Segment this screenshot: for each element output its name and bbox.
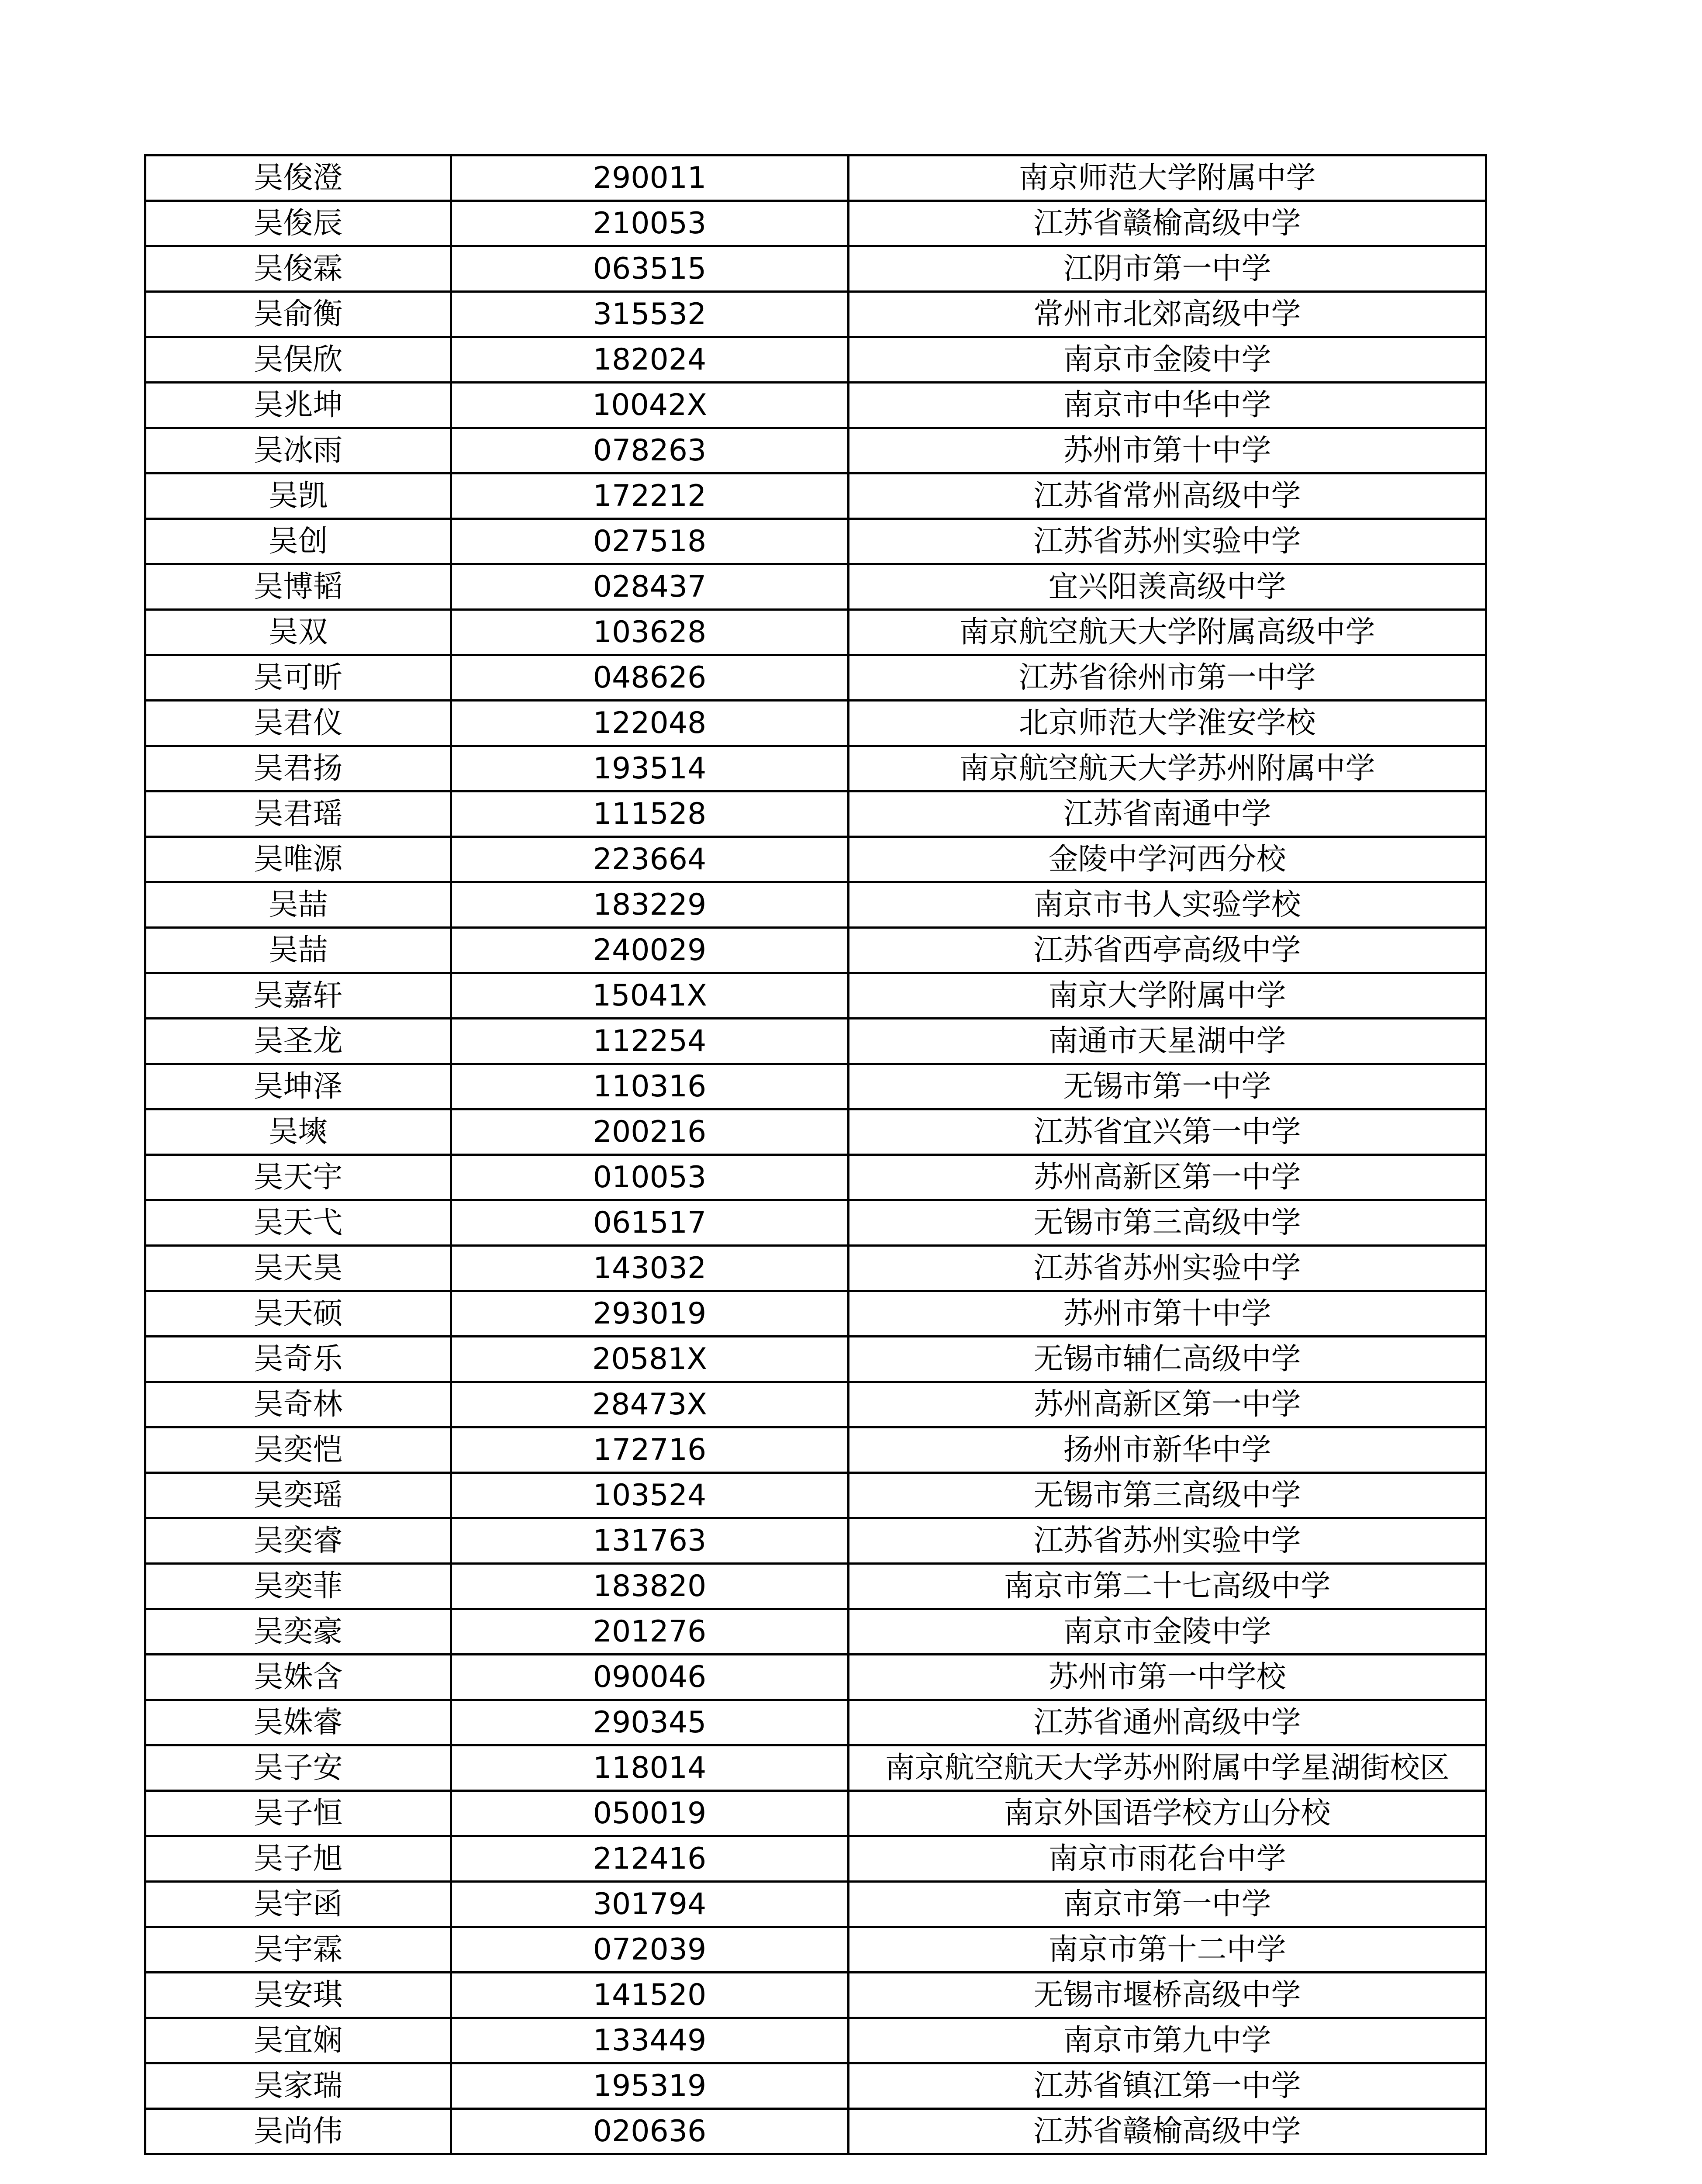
table-row <box>145 201 1486 246</box>
school-name-cell: 扬州市新华中学 <box>849 1427 1486 1473</box>
school-name-cell: 苏州市第十中学 <box>849 1291 1486 1337</box>
student-name-cell: 吴子旭 <box>145 1836 451 1882</box>
student-id-cell: 15041X <box>451 973 849 1019</box>
student-id-cell: 118014 <box>451 1745 849 1791</box>
student-id-cell: 28473X <box>451 1382 849 1427</box>
school-name-cell: 无锡市堰桥高级中学 <box>849 1973 1486 2018</box>
table-row <box>145 1200 1486 1246</box>
table-row <box>145 519 1486 564</box>
school-name-cell: 金陵中学河西分校 <box>849 837 1486 882</box>
school-name-cell: 南京大学附属中学 <box>849 973 1486 1019</box>
student-name-cell: 吴俊澄 <box>145 156 451 201</box>
student-id-cell: 210053 <box>451 201 849 246</box>
student-id-cell: 028437 <box>451 564 849 610</box>
student-id-cell: 112254 <box>451 1019 849 1064</box>
student-name-cell: 吴奕菲 <box>145 1564 451 1609</box>
table-row <box>145 2018 1486 2063</box>
student-name-cell: 吴凯 <box>145 473 451 519</box>
school-name-cell: 江苏省镇江第一中学 <box>849 2063 1486 2109</box>
school-name-cell: 南京航空航天大学苏州附属中学 <box>849 746 1486 791</box>
school-name-cell: 江苏省徐州市第一中学 <box>849 655 1486 701</box>
student-name-cell: 吴唯源 <box>145 837 451 882</box>
school-name-cell: 南京市雨花台中学 <box>849 1836 1486 1882</box>
school-name-cell: 南京外国语学校方山分校 <box>849 1791 1486 1836</box>
school-name-cell: 北京师范大学淮安学校 <box>849 701 1486 746</box>
table-row <box>145 383 1486 428</box>
school-name-cell: 江苏省苏州实验中学 <box>849 1518 1486 1564</box>
student-name-cell: 吴宜娴 <box>145 2018 451 2063</box>
student-id-cell: 293019 <box>451 1291 849 1337</box>
table-row <box>145 1609 1486 1655</box>
student-name-cell: 吴天弋 <box>145 1200 451 1246</box>
school-name-cell: 无锡市辅仁高级中学 <box>849 1337 1486 1382</box>
student-id-cell: 20581X <box>451 1337 849 1382</box>
school-name-cell: 南京市金陵中学 <box>849 1609 1486 1655</box>
student-name-cell: 吴奕瑶 <box>145 1473 451 1518</box>
table-row <box>145 1745 1486 1791</box>
school-name-cell: 南京市第十二中学 <box>849 1927 1486 1973</box>
school-name-cell: 苏州市第一中学校 <box>849 1655 1486 1700</box>
school-name-cell: 苏州高新区第一中学 <box>849 1155 1486 1200</box>
table-row <box>145 473 1486 519</box>
table-row <box>145 246 1486 292</box>
school-name-cell: 江苏省赣榆高级中学 <box>849 201 1486 246</box>
school-name-cell: 南京市第九中学 <box>849 2018 1486 2063</box>
school-name-cell: 南京航空航天大学附属高级中学 <box>849 610 1486 655</box>
student-name-cell: 吴姝睿 <box>145 1700 451 1745</box>
student-id-cell: 290345 <box>451 1700 849 1745</box>
table-row <box>145 2109 1486 2154</box>
table-row <box>145 428 1486 473</box>
student-id-cell: 182024 <box>451 337 849 383</box>
student-id-cell: 223664 <box>451 837 849 882</box>
student-name-cell: 吴俞衡 <box>145 292 451 337</box>
student-id-cell: 122048 <box>451 701 849 746</box>
student-name-cell: 吴奕豪 <box>145 1609 451 1655</box>
table-row <box>145 701 1486 746</box>
student-name-cell: 吴子恒 <box>145 1791 451 1836</box>
table-row <box>145 1791 1486 1836</box>
student-name-cell: 吴嘉轩 <box>145 973 451 1019</box>
student-id-cell: 048626 <box>451 655 849 701</box>
student-id-cell: 143032 <box>451 1246 849 1291</box>
student-name-cell: 吴君扬 <box>145 746 451 791</box>
student-name-cell: 吴奇林 <box>145 1382 451 1427</box>
student-id-cell: 195319 <box>451 2063 849 2109</box>
student-name-cell: 吴宇霖 <box>145 1927 451 1973</box>
student-name-cell: 吴兆坤 <box>145 383 451 428</box>
school-name-cell: 南京航空航天大学苏州附属中学星湖街校区 <box>849 1745 1486 1791</box>
table-row <box>145 1473 1486 1518</box>
table-row <box>145 1382 1486 1427</box>
student-name-cell: 吴姝含 <box>145 1655 451 1700</box>
school-name-cell: 南京市第一中学 <box>849 1882 1486 1927</box>
student-id-cell: 201276 <box>451 1609 849 1655</box>
student-id-cell: 103628 <box>451 610 849 655</box>
student-id-cell: 050019 <box>451 1791 849 1836</box>
student-id-cell: 172716 <box>451 1427 849 1473</box>
student-name-cell: 吴俊霖 <box>145 246 451 292</box>
roster-table <box>144 154 1487 2155</box>
table-row <box>145 1836 1486 1882</box>
student-name-cell: 吴博韬 <box>145 564 451 610</box>
table-row <box>145 1291 1486 1337</box>
student-name-cell: 吴子安 <box>145 1745 451 1791</box>
table-row <box>145 1564 1486 1609</box>
student-name-cell: 吴创 <box>145 519 451 564</box>
student-id-cell: 290011 <box>451 156 849 201</box>
student-id-cell: 212416 <box>451 1836 849 1882</box>
school-name-cell: 江苏省通州高级中学 <box>849 1700 1486 1745</box>
student-name-cell: 吴奇乐 <box>145 1337 451 1382</box>
school-name-cell: 江苏省南通中学 <box>849 791 1486 837</box>
student-name-cell: 吴喆 <box>145 928 451 973</box>
student-id-cell: 315532 <box>451 292 849 337</box>
school-name-cell: 江苏省宜兴第一中学 <box>849 1109 1486 1155</box>
student-id-cell: 027518 <box>451 519 849 564</box>
student-name-cell: 吴双 <box>145 610 451 655</box>
school-name-cell: 南通市天星湖中学 <box>849 1019 1486 1064</box>
table-row <box>145 564 1486 610</box>
school-name-cell: 南京市中华中学 <box>849 383 1486 428</box>
table-row <box>145 1973 1486 2018</box>
table-row <box>145 2063 1486 2109</box>
table-row <box>145 1927 1486 1973</box>
student-name-cell: 吴君仪 <box>145 701 451 746</box>
school-name-cell: 江苏省西亭高级中学 <box>849 928 1486 973</box>
student-name-cell: 吴坤泽 <box>145 1064 451 1109</box>
table-row <box>145 1882 1486 1927</box>
student-name-cell: 吴可昕 <box>145 655 451 701</box>
student-id-cell: 183820 <box>451 1564 849 1609</box>
table-row <box>145 292 1486 337</box>
student-id-cell: 172212 <box>451 473 849 519</box>
student-id-cell: 240029 <box>451 928 849 973</box>
school-name-cell: 无锡市第一中学 <box>849 1064 1486 1109</box>
student-id-cell: 061517 <box>451 1200 849 1246</box>
table-row <box>145 1064 1486 1109</box>
student-id-cell: 301794 <box>451 1882 849 1927</box>
table-row <box>145 928 1486 973</box>
table-row <box>145 610 1486 655</box>
table-row <box>145 1019 1486 1064</box>
student-name-cell: 吴喆 <box>145 882 451 928</box>
student-name-cell: 吴宇函 <box>145 1882 451 1927</box>
student-name-cell: 吴安琪 <box>145 1973 451 2018</box>
student-name-cell: 吴奕睿 <box>145 1518 451 1564</box>
school-name-cell: 江苏省苏州实验中学 <box>849 1246 1486 1291</box>
student-id-cell: 010053 <box>451 1155 849 1200</box>
table-row <box>145 1337 1486 1382</box>
school-name-cell: 常州市北郊高级中学 <box>849 292 1486 337</box>
student-name-cell: 吴塽 <box>145 1109 451 1155</box>
table-row <box>145 973 1486 1019</box>
school-name-cell: 南京市金陵中学 <box>849 337 1486 383</box>
student-name-cell: 吴天宇 <box>145 1155 451 1200</box>
student-name-cell: 吴天硕 <box>145 1291 451 1337</box>
student-name-cell: 吴家瑞 <box>145 2063 451 2109</box>
school-name-cell: 江苏省赣榆高级中学 <box>849 2109 1486 2154</box>
table-row <box>145 156 1486 201</box>
table-row <box>145 1518 1486 1564</box>
student-id-cell: 063515 <box>451 246 849 292</box>
table-row <box>145 1427 1486 1473</box>
student-id-cell: 133449 <box>451 2018 849 2063</box>
school-name-cell: 江苏省苏州实验中学 <box>849 519 1486 564</box>
school-name-cell: 无锡市第三高级中学 <box>849 1473 1486 1518</box>
table-row <box>145 746 1486 791</box>
student-id-cell: 078263 <box>451 428 849 473</box>
school-name-cell: 江苏省常州高级中学 <box>849 473 1486 519</box>
student-name-cell: 吴俣欣 <box>145 337 451 383</box>
student-id-cell: 141520 <box>451 1973 849 2018</box>
school-name-cell: 南京市书人实验学校 <box>849 882 1486 928</box>
student-id-cell: 110316 <box>451 1064 849 1109</box>
table-row <box>145 1155 1486 1200</box>
student-id-cell: 131763 <box>451 1518 849 1564</box>
table-row <box>145 337 1486 383</box>
school-name-cell: 苏州高新区第一中学 <box>849 1382 1486 1427</box>
student-name-cell: 吴冰雨 <box>145 428 451 473</box>
student-id-cell: 193514 <box>451 746 849 791</box>
student-id-cell: 200216 <box>451 1109 849 1155</box>
table-row <box>145 1246 1486 1291</box>
school-name-cell: 宜兴阳羡高级中学 <box>849 564 1486 610</box>
table-row <box>145 882 1486 928</box>
table-row <box>145 1700 1486 1745</box>
table-row <box>145 655 1486 701</box>
student-name-cell: 吴君瑶 <box>145 791 451 837</box>
school-name-cell: 南京师范大学附属中学 <box>849 156 1486 201</box>
student-id-cell: 090046 <box>451 1655 849 1700</box>
school-name-cell: 无锡市第三高级中学 <box>849 1200 1486 1246</box>
student-id-cell: 183229 <box>451 882 849 928</box>
student-id-cell: 072039 <box>451 1927 849 1973</box>
student-id-cell: 103524 <box>451 1473 849 1518</box>
table-row <box>145 1655 1486 1700</box>
table-row <box>145 1109 1486 1155</box>
student-id-cell: 10042X <box>451 383 849 428</box>
student-name-cell: 吴俊辰 <box>145 201 451 246</box>
school-name-cell: 苏州市第十中学 <box>849 428 1486 473</box>
roster-body <box>145 156 1486 2154</box>
student-name-cell: 吴奕恺 <box>145 1427 451 1473</box>
school-name-cell: 江阴市第一中学 <box>849 246 1486 292</box>
student-name-cell: 吴天昊 <box>145 1246 451 1291</box>
school-name-cell: 南京市第二十七高级中学 <box>849 1564 1486 1609</box>
table-row <box>145 837 1486 882</box>
student-id-cell: 111528 <box>451 791 849 837</box>
student-name-cell: 吴圣龙 <box>145 1019 451 1064</box>
table-row <box>145 791 1486 837</box>
student-id-cell: 020636 <box>451 2109 849 2154</box>
student-name-cell: 吴尚伟 <box>145 2109 451 2154</box>
